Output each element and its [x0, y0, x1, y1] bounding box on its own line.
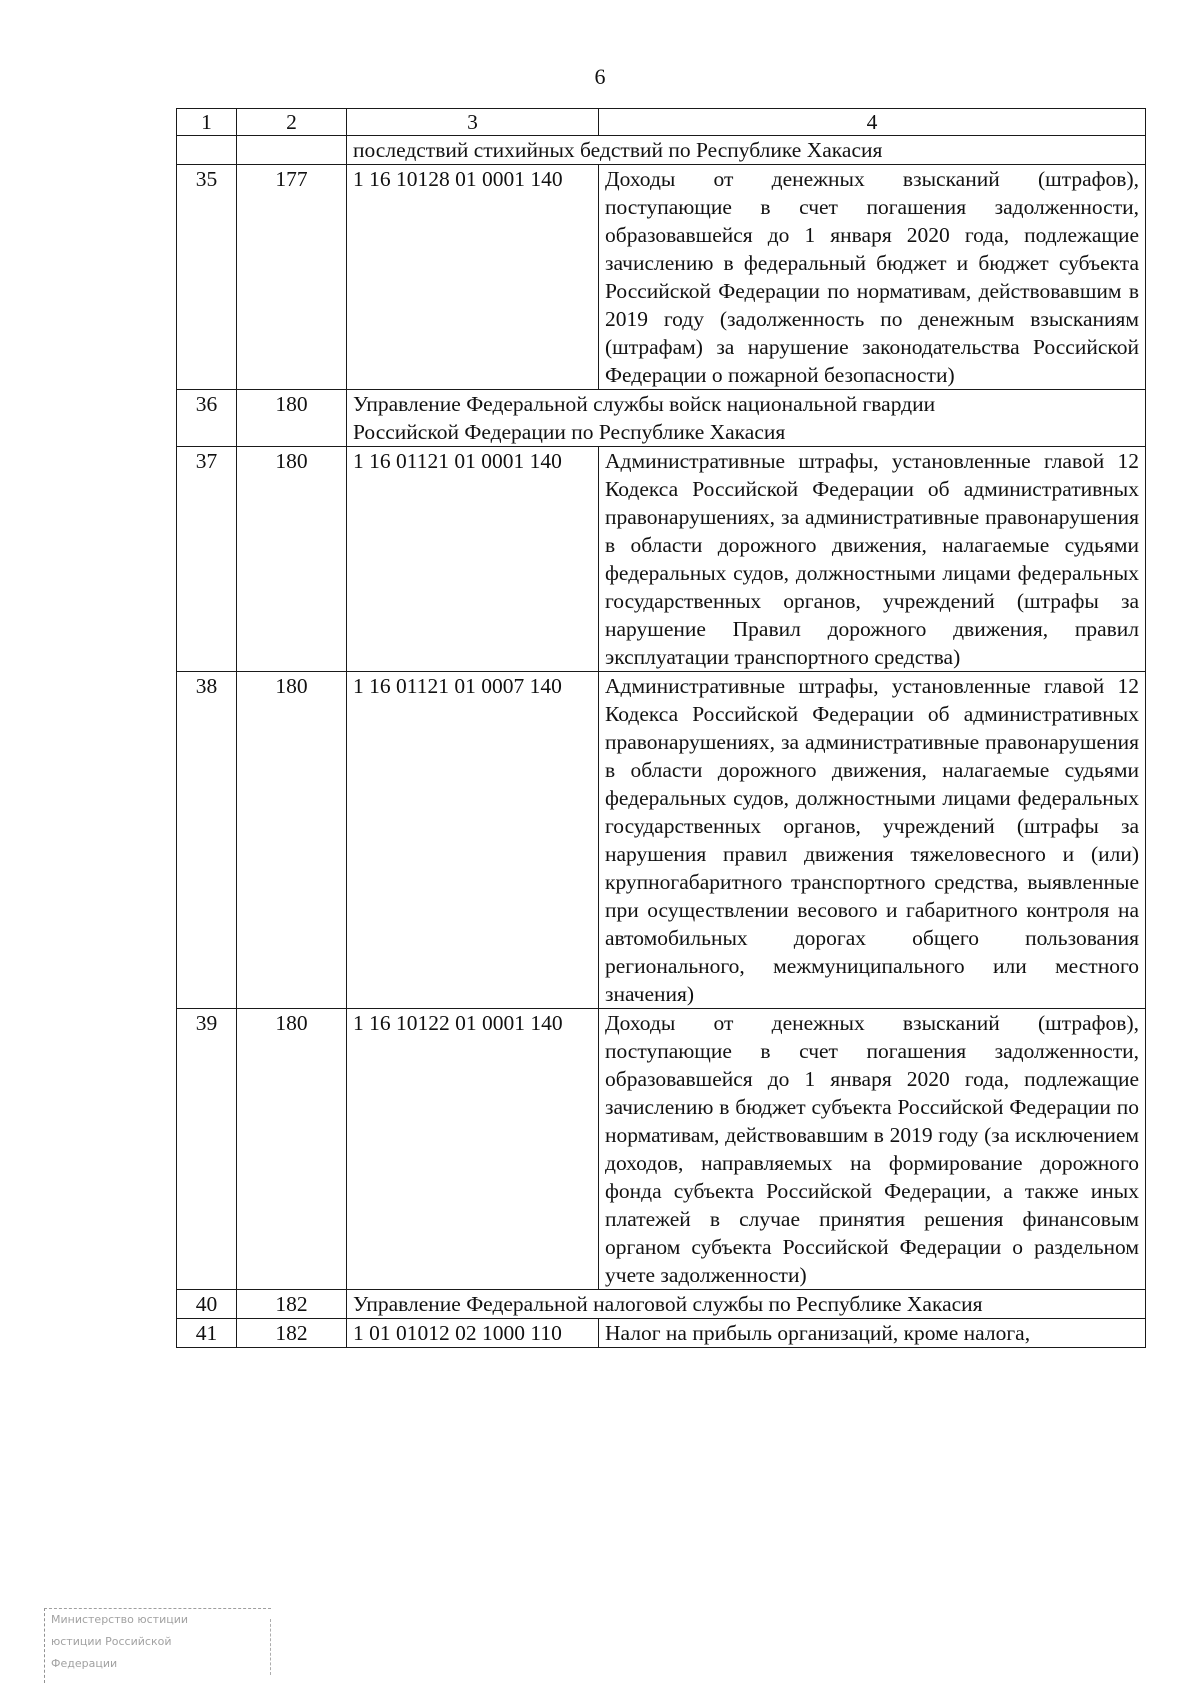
header-row [177, 109, 1146, 136]
revenue-description: Доходы от денежных взысканий (штрафов), поступающие в счет погашения задолженности, образовавшейся до 1 января 2020 года, подлежащие зачислению в федеральный бюджет и бюджет субъекта Российской Федерации по нормативам, действовавшим в 2019 году (задолженность по денежным взысканиям (штрафам) за нарушение законодательства Российской Федерации о пожарной безопасности) [599, 165, 1146, 390]
column-header: 1 [177, 109, 237, 136]
stamp-border [270, 1619, 271, 1675]
kbk-code: 1 16 01121 01 0001 140 [347, 447, 599, 672]
admin-code: 182 [237, 1319, 347, 1348]
revenue-description: Доходы от денежных взысканий (штрафов), поступающие в счет погашения задолженности, образовавшейся до 1 января 2020 года, подлежащие зачислению в бюджет субъекта Российской Федерации по нормативам, действовавшим в 2019 году (за исключением доходов, направляемых на формирование дорожного фонда субъекта Российской Федерации, а также иных платежей в случае принятия решения финансовым органом субъекта Российской Федерации о раздельном учете задолженности) [599, 1009, 1146, 1290]
stamp-line: юстиции Российской [51, 1635, 172, 1648]
row-number: 41 [177, 1319, 237, 1348]
row-number: 35 [177, 165, 237, 390]
admin-code: 180 [237, 390, 347, 447]
administrator-name [347, 1290, 1146, 1319]
kbk-code: 1 16 01121 01 0007 140 [347, 672, 599, 1009]
table-row [177, 1319, 1146, 1348]
kbk-code: 1 01 01012 02 1000 110 [347, 1319, 599, 1348]
table-row [177, 1009, 1146, 1290]
row-number: 39 [177, 1009, 237, 1290]
revenue-description: Налог на прибыль организаций, кроме налога, [599, 1319, 1146, 1348]
table-row [177, 165, 1146, 390]
table-row [177, 672, 1146, 1009]
revenue-table [176, 108, 1146, 1348]
kbk-code: 1 16 10128 01 0001 140 [347, 165, 599, 390]
administrator-name-line: Управление Федеральной службы войск национальной гвардии [353, 392, 936, 416]
table-row [177, 1290, 1146, 1319]
admin-code: 182 [237, 1290, 347, 1319]
empty-cell [177, 136, 237, 165]
stamp-line: Федерации [51, 1657, 118, 1670]
administrator-name [347, 390, 1146, 447]
revenue-description: Административные штрафы, установленные главой 12 Кодекса Российской Федерации об административных правонарушениях, за административные правонарушения в области дорожного движения, налагаемые судьями федеральных судов, должностными лицами федеральных государственных органов, учреждений (штрафы за нарушения правил движения тяжеловесного и (или) крупногабаритного транспортного средства, выявленные при осуществлении весового и габаритного контроля на автомобильных дорогах общего пользования регионального, межмуниципального или местного значения) [599, 672, 1146, 1009]
continuation-row [177, 136, 1146, 165]
table-row [177, 390, 1146, 447]
row-number: 40 [177, 1290, 237, 1319]
column-header: 2 [237, 109, 347, 136]
administrator-name-line: Российской Федерации по Республике Хакасия [353, 420, 786, 444]
column-header: 3 [347, 109, 599, 136]
row-number: 37 [177, 447, 237, 672]
stamp-line: Министерство юстиции [51, 1613, 189, 1626]
empty-cell [237, 136, 347, 165]
registration-stamp [44, 1608, 271, 1683]
continuation-text: последствий стихийных бедствий по Республике Хакасия [347, 136, 1146, 165]
table-row [177, 447, 1146, 672]
kbk-code: 1 16 10122 01 0001 140 [347, 1009, 599, 1290]
page-number: 6 [594, 64, 606, 89]
revenue-description: Административные штрафы, установленные главой 12 Кодекса Российской Федерации об административных правонарушениях, за административные правонарушения в области дорожного движения, налагаемые судьями федеральных судов, должностными лицами федеральных государственных органов, учреждений (штрафы за нарушение Правил дорожного движения, правил эксплуатации транспортного средства) [599, 447, 1146, 672]
column-header: 4 [599, 109, 1146, 136]
admin-code: 180 [237, 447, 347, 672]
administrator-name-line: Управление Федеральной налоговой службы по Республике Хакасия [353, 1292, 983, 1316]
admin-code: 177 [237, 165, 347, 390]
row-number: 38 [177, 672, 237, 1009]
row-number: 36 [177, 390, 237, 447]
admin-code: 180 [237, 1009, 347, 1290]
admin-code: 180 [237, 672, 347, 1009]
